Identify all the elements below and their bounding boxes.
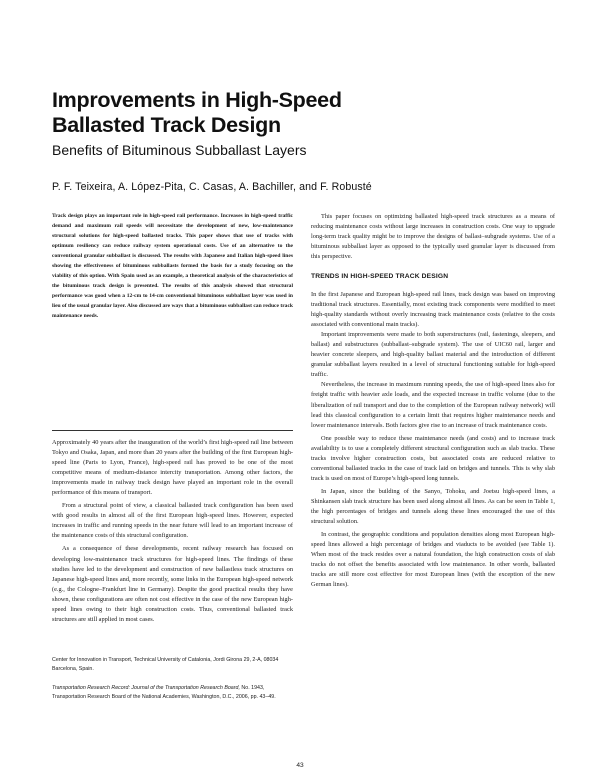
citation-footnote — [52, 684, 293, 701]
article-title — [52, 88, 552, 138]
body-paragraph: Important improvements were made to both superstructures (rail, fastenings, sleepers, and ballast) and substructures (subballast–subgrade system). The use of UIC60 rail, larger and heavier concrete sleepers, and high-quality ballast material and the introduction of different granular subballast layers resulted in a level of structural functioning suitable for high-speed traffic. — [311, 331, 555, 379]
abstract-text: Track design plays an important role in high-speed rail performance. Increases in high-speed traffic demand and maximum rail speeds will necessitate the development of new, low-maintenance structural solutions for high-speed ballasted tracks. This paper shows that use of tracks with optimum resiliency can reduce railway system operational costs. Use of an alternative to the conventional granular subballast is discussed. The results with Japanese and Italian high-speed lines showing the effectiveness of bituminous subballasts formed the basis for a study focusing on the viability of this option. With Spain used as an example, a theoretical analysis of the characteristics of the bituminous track design is presented. The results of this analysis showed that structural performance was good when a 12-cm to 14-cm conventional bituminous subballast layer was used in lieu of the usual granular layer. Also discussed are ways that a bituminous subballast can reduce track maintenance needs. — [52, 213, 293, 319]
section-heading: TRENDS IN HIGH-SPEED TRACK DESIGN — [311, 273, 449, 280]
body-paragraph: In Japan, since the building of the Sanyo, Tohoku, and Joetsu high-speed lines, a Shinkansen slab track structure has been used along almost all lines. As can be seen in Table 1, the high percentages of bridges and tunnels along these lines encouraged the use of this structural solution. — [311, 487, 555, 526]
citation-details: No. 1943, Transportation Research Board of the National Academies, Washington, D.C., 2006, pp. 43–49. — [52, 685, 276, 700]
body-paragraph: In the first Japanese and European high-speed rail lines, track design was based on improving traditional track structures. Essentially, most existing track components were modified to meet high-quality standards without overly increasing track maintenance costs (relative to the costs associated with conventional main tracks). — [311, 291, 555, 329]
author-list: P. F. Teixeira, A. López-Pita, C. Casas, A. Bachiller, and F. Robusté — [52, 181, 372, 193]
abstract-divider — [52, 430, 293, 431]
right-column-body — [311, 290, 555, 590]
body-paragraph: As a consequence of these developments, recent railway research has focused on developing low-maintenance track structures for high-speed lines. The findings of these studies have led to the development and construction of new ballastless track structures on Japanese high-speed lines and, more recently, some links in the European high-speed network (e.g., the Cologne–Frankfurt line in Germany). Despite the good practical results they have shown, these configurations are often not cost effective in the case of the new European high-speed lines owing to their high construction costs. Thus, conventional ballasted track structures are still applied in most cases. — [52, 545, 293, 623]
body-paragraph: One possible way to reduce these maintenance needs (and costs) and to increase track availability is to use a completely different structural configuration such as slab tracks. These tracks involve higher construction costs, but associated costs are reduced relative to conventional ballasted tracks in the case of track laid on bridges and tunnels. This is why slab track is used on most of Europe’s high-speed long tunnels. — [311, 434, 555, 482]
body-paragraph: In contrast, the geographic conditions and population densities along most European high-speed lines allowed a high percentage of bridges and viaducts to be avoided (see Table 1). When most of the track resides over a natural foundation, the high construction costs of slab tracks do not offset the benefits associated with low maintenance. In other words, ballasted tracks are still more cost effective for most European lines (with the exception of the new German lines). — [311, 531, 555, 589]
journal-name: Transportation Research Record: Journal of the Transportation Research Board, — [52, 685, 240, 691]
abstract-block — [52, 212, 293, 321]
body-paragraph: Approximately 40 years after the inauguration of the world’s first high-speed rail line between Tokyo and Osaka, Japan, and more than 20 years after the building of the first European high-speed line (Paris to Lyon, France), high-speed rail has proved to be one of the most competitive means of medium-distance intercity transportation. Among other factors, the improvements made in railway track design have played an important role in the overall performance of this means of transport. — [52, 439, 293, 497]
title-line-2: Ballasted Track Design — [52, 113, 281, 137]
article-subtitle: Benefits of Bituminous Subballast Layers — [52, 142, 307, 158]
right-column-intro — [311, 212, 555, 262]
intro-paragraph: This paper focuses on optimizing ballasted high-speed track structures as a means of reducing maintenance costs without large increases in construction costs. One way to upgrade long-term track quality might be to improve the designs of ballast–subgrade systems. Use of a bituminous subballast layer as opposed to the typically used granular layer is discussed from this perspective. — [311, 213, 555, 261]
body-paragraph: From a structural point of view, a classical ballasted track configuration has been used with good results in almost all of the first European high-speed lines. However, expected increases in traffic and running speeds in the near future will lead to an important increase of the maintenance costs of this structural configuration. — [52, 502, 293, 540]
author-affiliation-footnote: Center for Innovation in Transport, Technical University of Catalonia, Jordi Girona 29, 2-A, 08034 Barcelona, Spain. — [52, 657, 279, 672]
left-column-body — [52, 438, 293, 625]
body-paragraph: Nevertheless, the increase in maximum running speeds, the use of high-speed lines also for freight traffic with heavier axle loads, and the expected increase in traffic volume (due to the liberalization of rail transport and due to the completion of the European railway network) will lead this classical configuration to a certain limit that requires higher maintenance needs and lower maintenance intervals. Both factors give rise to an increase of track maintenance costs. — [311, 381, 555, 429]
title-line-1: Improvements in High-Speed — [52, 88, 342, 112]
page-number: 43 — [296, 762, 304, 769]
